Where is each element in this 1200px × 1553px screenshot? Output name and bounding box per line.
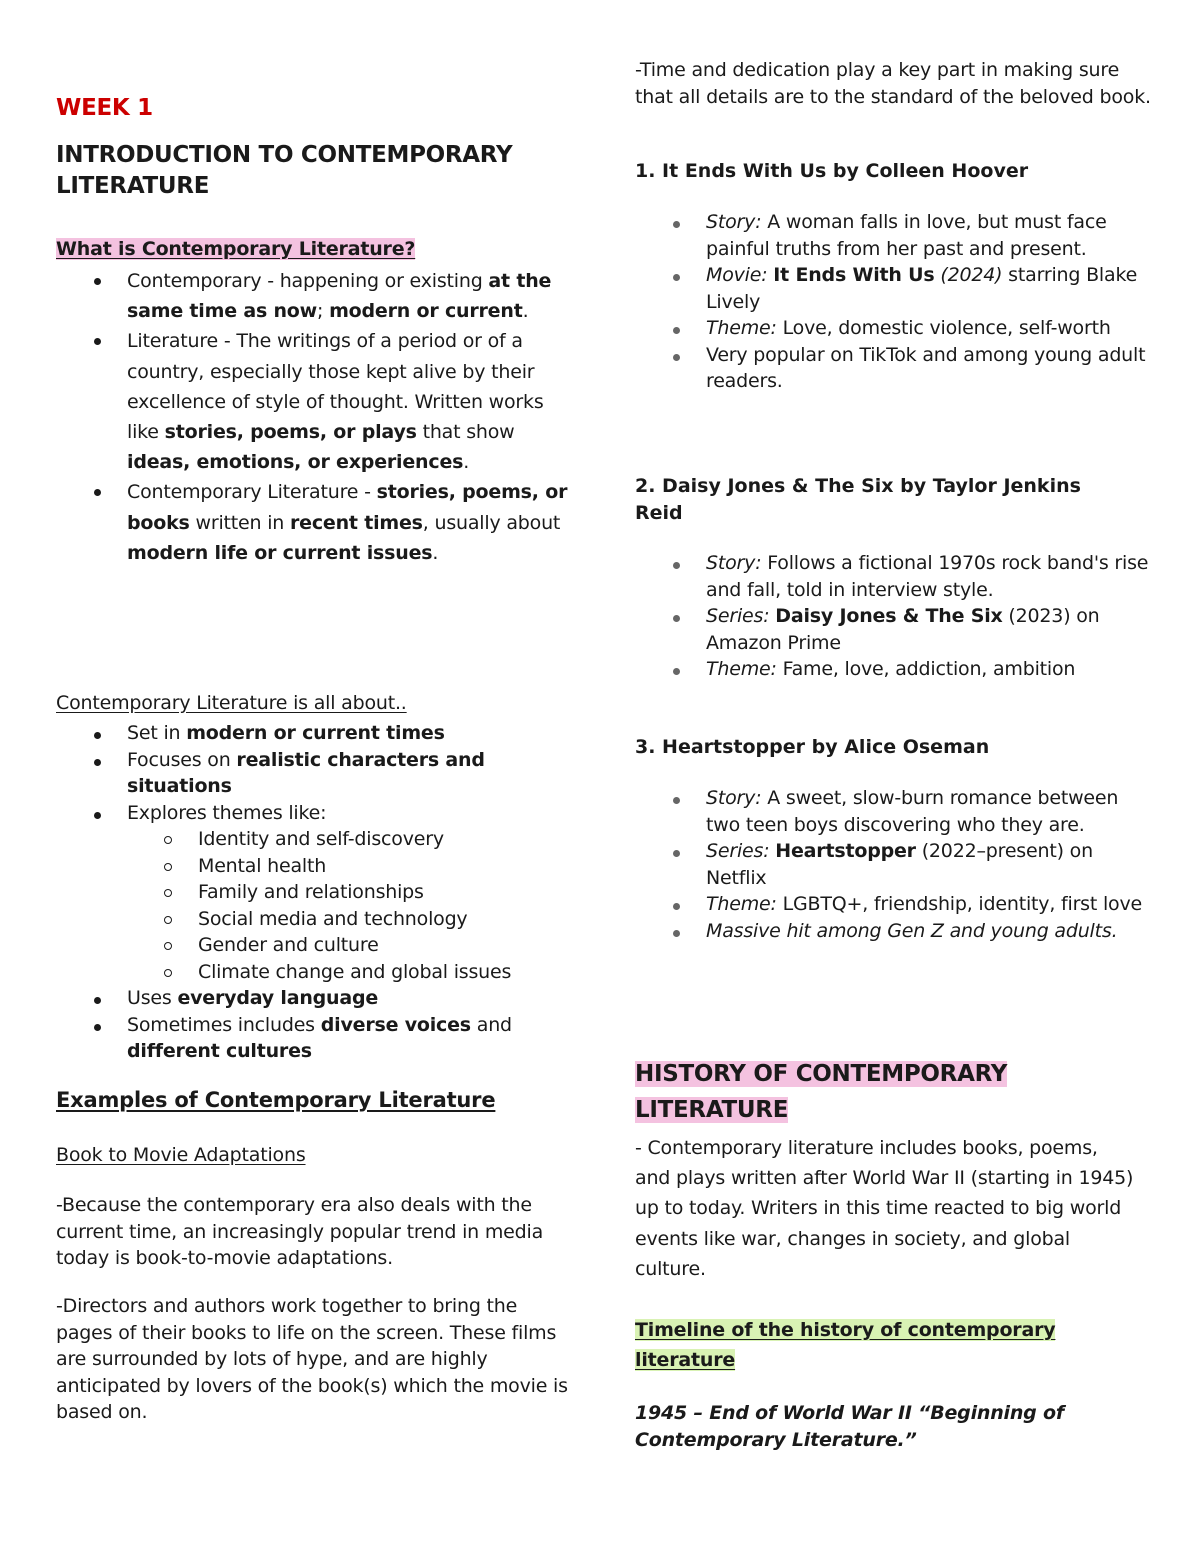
adaptations-paragraph-1: -Because the contemporary era also deals with the current time, an increasingly popular trend in media today is book-to-movie adaptations. [56, 1194, 544, 1269]
book3-heading: 3. Heartstopper by Alice Oseman [635, 736, 990, 758]
list-item: Very popular on TikTok and among young adult readers. [635, 342, 1155, 395]
definitions-list [0, 266, 571, 568]
book2-heading: 2. Daisy Jones & The Six by Taylor Jenkins Reid [635, 475, 1081, 524]
list-item: Story: A sweet, slow-burn romance between two teen boys discovering who they are. [635, 785, 1155, 838]
list-item: Story: A woman falls in love, but must face painful truths from her past and present. [635, 209, 1155, 262]
theme-item: Gender and culture [56, 932, 571, 959]
about-heading: Contemporary Literature is all about.. [56, 692, 407, 714]
list-item: Uses everyday language [56, 985, 571, 1012]
theme-item: Mental health [56, 853, 571, 880]
themes-list [127, 826, 571, 985]
book1-list [635, 209, 1155, 395]
timeline-heading: Timeline of the history of contemporary literature [635, 1319, 1056, 1372]
book3-list [635, 785, 1155, 944]
list-item: Theme: Love, domestic violence, self-worth [635, 315, 1155, 342]
history-paragraph: - Contemporary literature includes books, poems, and plays written after World War II (starting in 1945) up to today. Writers in this time reacted to big world events like war, changes in society, and global culture. [635, 1137, 1134, 1280]
list-item: Theme: LGBTQ+, friendship, identity, first love [635, 891, 1155, 918]
list-item: Series: Daisy Jones & The Six (2023) on Amazon Prime [635, 603, 1155, 656]
book1-heading: 1. It Ends With Us by Colleen Hoover [635, 160, 1029, 182]
week-label: WEEK 1 [56, 95, 153, 121]
theme-item: Climate change and global issues [56, 959, 571, 986]
adaptations-paragraph-2: -Directors and authors work together to bring the pages of their books to life on the screen. These films are surrounded by lots of hype, and are highly anticipated by lovers of the book(s) which the movie is based on. [56, 1295, 568, 1423]
list-item: Story: Follows a fictional 1970s rock band's rise and fall, told in interview style. [635, 550, 1155, 603]
page-title: INTRODUCTION TO CONTEMPORARY LITERATURE [56, 142, 513, 199]
list-item: Set in modern or current times [56, 720, 571, 747]
list-item: Contemporary Literature - stories, poems, or books written in recent times, usually about modern life or current issues. [56, 477, 571, 568]
book2-list [635, 550, 1155, 683]
list-item: Sometimes includes diverse voices and different cultures [56, 1012, 571, 1065]
list-item: Literature - The writings of a period or of a country, especially those kept alive by their excellence of style of thought. Written works like stories, poems, or plays that show ideas, emotions, or experiences. [56, 326, 571, 477]
about-list [0, 720, 571, 1065]
theme-item: Identity and self-discovery [56, 826, 571, 853]
theme-item: Social media and technology [56, 906, 571, 933]
list-item: Explores themes like: Identity and self-discovery Mental health Family and relationships Social media and technology Gender and culture Climate change and global issues [56, 800, 571, 986]
adaptations-heading: Book to Movie Adaptations [56, 1144, 306, 1166]
dedication-paragraph: -Time and dedication play a key part in making sure that all details are to the standard of the beloved book. [635, 59, 1151, 108]
history-heading: HISTORY OF CONTEMPORARY LITERATURE [635, 1061, 1008, 1123]
theme-item: Family and relationships [56, 879, 571, 906]
list-item: Focuses on realistic characters and situations [56, 747, 571, 800]
list-item: Series: Heartstopper (2022–present) on Netflix [635, 838, 1155, 891]
list-item: Contemporary - happening or existing at the same time as now; modern or current. [56, 266, 571, 326]
what-heading: What is Contemporary Literature? [56, 238, 416, 260]
list-item: Theme: Fame, love, addiction, ambition [635, 656, 1155, 683]
timeline-1945: 1945 – End of World War II “Beginning of Contemporary Literature.” [635, 1402, 1064, 1451]
list-item: Massive hit among Gen Z and young adults. [635, 918, 1155, 945]
examples-heading: Examples of Contemporary Literature [56, 1088, 496, 1112]
list-item: Movie: It Ends With Us (2024) starring Blake Lively [635, 262, 1155, 315]
